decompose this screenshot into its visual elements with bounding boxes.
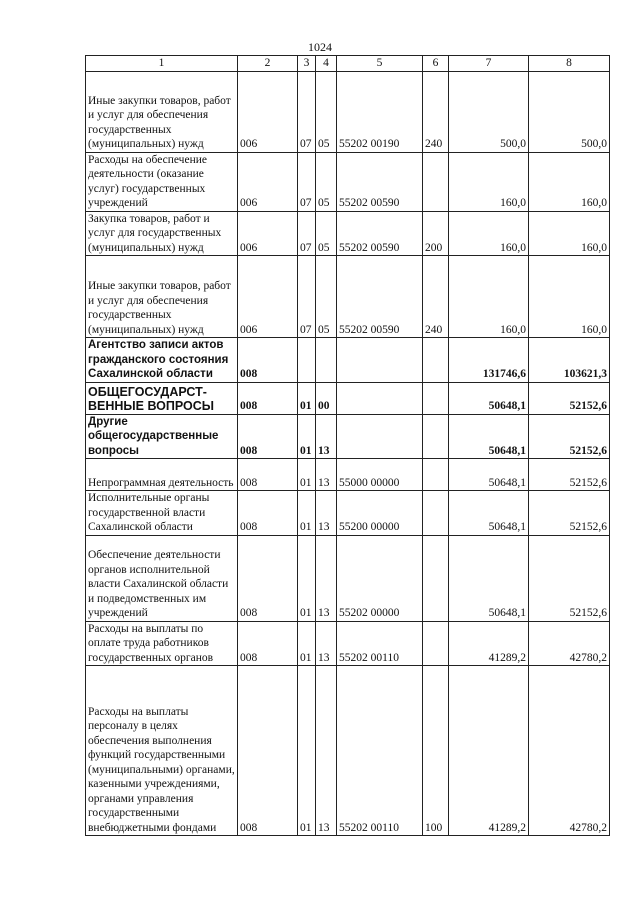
- row-csr: 55202 00190: [337, 71, 423, 152]
- row-sum-1: 41289,2: [449, 666, 529, 836]
- row-sum-1: 50648,1: [449, 382, 529, 414]
- table-row: [86, 382, 610, 414]
- row-sum-2: 42780,2: [529, 621, 610, 666]
- row-vr: [423, 459, 449, 491]
- row-ved: 008: [238, 491, 298, 536]
- row-sum-1: 160,0: [449, 152, 529, 211]
- row-pr: [316, 338, 337, 383]
- row-rz: 01: [298, 459, 316, 491]
- table-row: [86, 152, 610, 211]
- row-pr: 05: [316, 256, 337, 338]
- row-sum-2: 52152,6: [529, 535, 610, 621]
- row-vr: 200: [423, 211, 449, 256]
- row-vr: [423, 621, 449, 666]
- row-csr: 55200 00000: [337, 491, 423, 536]
- row-csr: 55202 00110: [337, 666, 423, 836]
- header-col-5: 5: [337, 56, 423, 72]
- table-row: [86, 666, 610, 836]
- row-name: Исполнительные органы государственной власти Сахалинской области: [86, 491, 238, 536]
- table-row: [86, 621, 610, 666]
- row-rz: 07: [298, 71, 316, 152]
- row-rz: 01: [298, 491, 316, 536]
- page-number: 1024: [308, 40, 332, 54]
- header-col-2: 2: [238, 56, 298, 72]
- row-name: Расходы на обеспечение деятельности (оказание услуг) государственных учреждений: [86, 152, 238, 211]
- row-vr: 100: [423, 666, 449, 836]
- row-ved: 006: [238, 152, 298, 211]
- row-name: Иные закупки товаров, работ и услуг для обеспечения государственных (муниципальных) нужд: [86, 71, 238, 152]
- row-rz: 01: [298, 666, 316, 836]
- row-sum-2: 42780,2: [529, 666, 610, 836]
- row-rz: 01: [298, 621, 316, 666]
- row-pr: 13: [316, 459, 337, 491]
- row-sum-1: 131746,6: [449, 338, 529, 383]
- header-col-3: 3: [298, 56, 316, 72]
- row-name: Непрограммная деятельность: [86, 459, 238, 491]
- row-csr: 55202 00110: [337, 621, 423, 666]
- row-ved: 008: [238, 338, 298, 383]
- row-ved: 008: [238, 621, 298, 666]
- row-sum-1: 50648,1: [449, 459, 529, 491]
- table-row: [86, 459, 610, 491]
- row-vr: [423, 338, 449, 383]
- row-ved: 006: [238, 71, 298, 152]
- row-sum-2: 500,0: [529, 71, 610, 152]
- header-col-4: 4: [316, 56, 337, 72]
- row-pr: 13: [316, 535, 337, 621]
- row-rz: 01: [298, 382, 316, 414]
- row-sum-1: 160,0: [449, 256, 529, 338]
- row-name: Другие общегосударственные вопросы: [86, 414, 238, 459]
- row-sum-2: 52152,6: [529, 382, 610, 414]
- table-row: [86, 491, 610, 536]
- row-pr: 13: [316, 414, 337, 459]
- budget-table: [85, 55, 610, 836]
- row-name: Расходы на выплаты персоналу в целях обеспечения выполнения функций государственными (муниципальными) органами, казенными учреждениями, органами управления государственными внебюджетными фондами: [86, 666, 238, 836]
- table-header-row: [86, 56, 610, 72]
- row-ved: 008: [238, 535, 298, 621]
- table-row: [86, 414, 610, 459]
- row-vr: [423, 382, 449, 414]
- row-pr: 13: [316, 621, 337, 666]
- row-sum-1: 50648,1: [449, 535, 529, 621]
- row-vr: [423, 152, 449, 211]
- row-ved: 008: [238, 382, 298, 414]
- row-sum-2: 160,0: [529, 211, 610, 256]
- row-sum-1: 50648,1: [449, 414, 529, 459]
- row-csr: 55202 00590: [337, 211, 423, 256]
- table-row: [86, 71, 610, 152]
- row-csr: [337, 414, 423, 459]
- row-ved: 006: [238, 256, 298, 338]
- header-col-7: 7: [449, 56, 529, 72]
- row-csr: 55202 00590: [337, 256, 423, 338]
- header-col-8: 8: [529, 56, 610, 72]
- row-sum-1: 500,0: [449, 71, 529, 152]
- row-rz: 07: [298, 152, 316, 211]
- row-name: Обеспечение деятельности органов исполнительной власти Сахалинской области и подведомственных им учреждений: [86, 535, 238, 621]
- row-pr: 05: [316, 71, 337, 152]
- row-sum-2: 52152,6: [529, 459, 610, 491]
- row-name: Иные закупки товаров, работ и услуг для обеспечения государственных (муниципальных) нужд: [86, 256, 238, 338]
- header-col-1: 1: [86, 56, 238, 72]
- row-vr: 240: [423, 256, 449, 338]
- row-pr: 00: [316, 382, 337, 414]
- row-rz: 07: [298, 211, 316, 256]
- row-csr: 55000 00000: [337, 459, 423, 491]
- row-name: Агентство записи актов гражданского состояния Сахалинской области: [86, 338, 238, 383]
- row-sum-1: 160,0: [449, 211, 529, 256]
- row-pr: 13: [316, 666, 337, 836]
- row-sum-2: 52152,6: [529, 491, 610, 536]
- table-row: [86, 535, 610, 621]
- row-name: Расходы на выплаты по оплате труда работников государственных органов: [86, 621, 238, 666]
- row-ved: 008: [238, 459, 298, 491]
- row-rz: [298, 338, 316, 383]
- row-rz: 01: [298, 414, 316, 459]
- row-pr: 13: [316, 491, 337, 536]
- row-vr: [423, 414, 449, 459]
- row-vr: [423, 535, 449, 621]
- row-pr: 05: [316, 211, 337, 256]
- table-row: [86, 338, 610, 383]
- row-sum-2: 52152,6: [529, 414, 610, 459]
- row-sum-1: 50648,1: [449, 491, 529, 536]
- row-rz: 07: [298, 256, 316, 338]
- row-pr: 05: [316, 152, 337, 211]
- row-rz: 01: [298, 535, 316, 621]
- row-ved: 008: [238, 414, 298, 459]
- row-name: Закупка товаров, работ и услуг для государственных (муниципальных) нужд: [86, 211, 238, 256]
- row-csr: [337, 382, 423, 414]
- table-row: [86, 256, 610, 338]
- row-sum-1: 41289,2: [449, 621, 529, 666]
- row-ved: 006: [238, 211, 298, 256]
- row-sum-2: 160,0: [529, 256, 610, 338]
- row-sum-2: 160,0: [529, 152, 610, 211]
- row-csr: 55202 00590: [337, 152, 423, 211]
- row-vr: [423, 491, 449, 536]
- row-vr: 240: [423, 71, 449, 152]
- table-row: [86, 211, 610, 256]
- header-col-6: 6: [423, 56, 449, 72]
- row-sum-2: 103621,3: [529, 338, 610, 383]
- row-csr: [337, 338, 423, 383]
- row-name: ОБЩЕГОСУДАРСТ-ВЕННЫЕ ВОПРОСЫ: [86, 382, 238, 414]
- row-csr: 55202 00000: [337, 535, 423, 621]
- row-ved: 008: [238, 666, 298, 836]
